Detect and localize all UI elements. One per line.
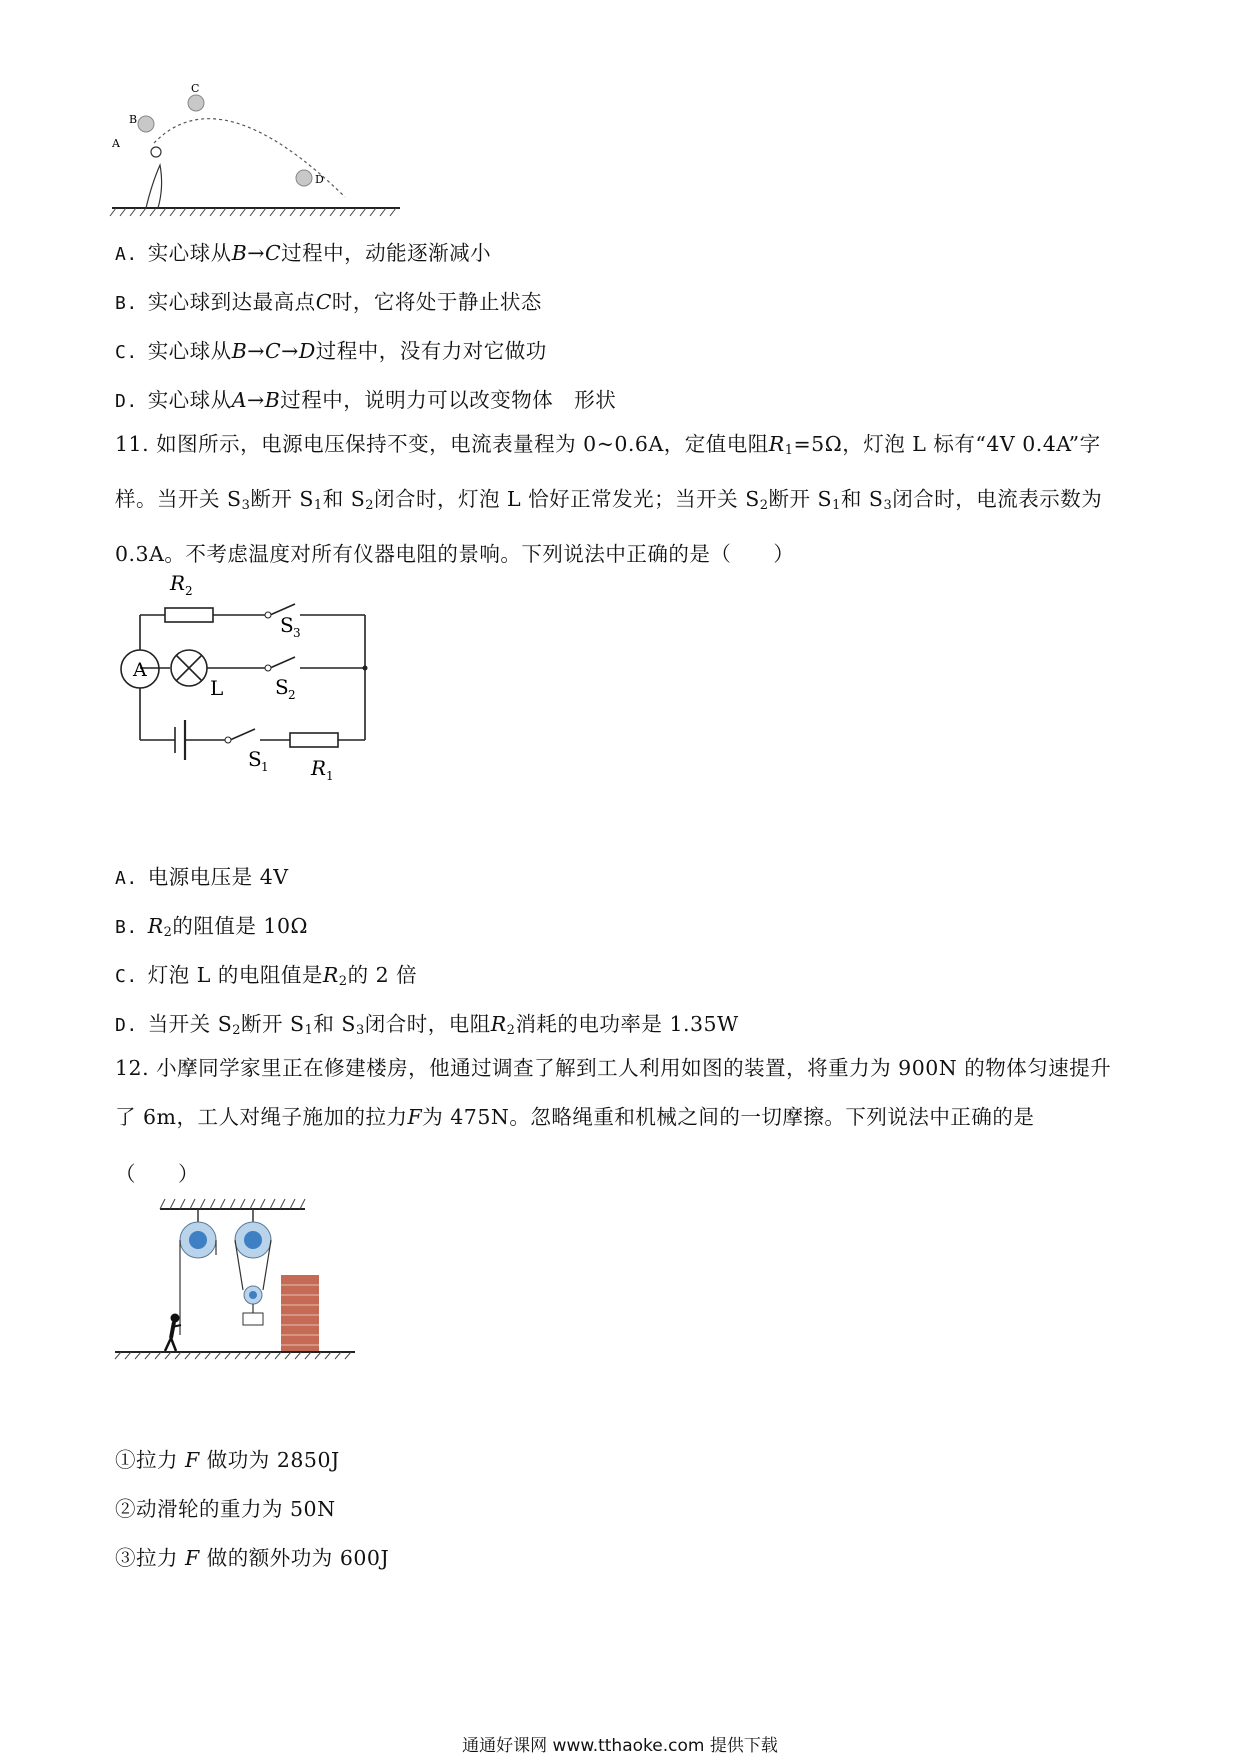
q12-statement-1: ①拉力 F 做功为 2850J (115, 1448, 340, 1472)
load-box (243, 1313, 263, 1325)
q10-option-a: A. 实心球从B→C过程中，动能逐渐减小 (115, 241, 492, 265)
q10-option-c: C. 实心球从B→C→D过程中，没有力对它做功 (115, 339, 547, 363)
s1-label: S (248, 747, 262, 771)
q12-stem: 12. 小摩同学家里正在修建楼房，他通过调查了解到工人利用如图的装置，将重力为 900N 的物体匀速提升了 6m，工人对绳子施加的拉力F为 475N。忽略绳重和机械之间的一切摩擦。下列说法中正确的是 (115, 1056, 1112, 1129)
q11-option-b: B. $R_2$的阻值是 10Ω (115, 914, 309, 940)
r2-sub: 2 (185, 584, 193, 598)
q12-statement-2: ②动滑轮的重力为 50N (115, 1497, 336, 1521)
resistor-r1 (290, 733, 338, 747)
page-footer: 通通好课网 www.tthaoke.com 提供下载 (462, 1736, 778, 1756)
worker-figure (165, 1314, 181, 1351)
s1-sub: 1 (261, 760, 269, 774)
resistor-r2 (165, 608, 213, 622)
ball-b (138, 116, 154, 132)
q11-stem: 11. 如图所示，电源电压保持不变，电流表量程为 0~0.6A，定值电阻$R_1=5\Omega$，灯泡 L 标有“4V 0.4A”字样。当开关 $S_3$断开 $S_1$和 $S_2$闭合时，灯泡 L 恰好正常发光；当开关 $S_2$断开 $S_1$和 $S_3$闭合时，电流表示数为 0.3A。不考虑温度对所有仪器电阻的景响。下列说法中正确的是（ ） (115, 432, 1103, 566)
s3-sub: 3 (293, 626, 301, 640)
ammeter-label: A (133, 659, 147, 681)
q10-option-b: B. 实心球到达最高点C时，它将处于静止状态 (115, 290, 542, 314)
q11-option-c: C. 灯泡 L 的电阻值是$R_2$的 2 倍 (115, 963, 418, 989)
s2-label: S (275, 675, 289, 699)
label-c: C (191, 82, 200, 95)
r2-label: R (170, 571, 186, 595)
q10-option-d: D. 实心球从A→B过程中，说明力可以改变物体 形状 (115, 388, 617, 412)
r1-label: R (311, 756, 327, 780)
projectile-figure (110, 82, 410, 210)
s2-sub: 2 (288, 688, 296, 702)
label-b: B (129, 113, 138, 126)
r1-sub: 1 (326, 769, 334, 783)
q12-statement-3: ③拉力 F 做的额外功为 600J (115, 1546, 390, 1570)
q11-option-a: A. 电源电压是 4V (115, 865, 289, 889)
q11-option-d: D. 当开关 $S_2$断开 $S_1$和 $S_3$闭合时，电阻$R_2$消耗的电功率是 1.35W (115, 1012, 739, 1038)
brick-wall (281, 1275, 319, 1351)
q12-paren: （ ） (115, 1162, 199, 1186)
label-d: D (315, 173, 324, 186)
s3-label: S (280, 613, 294, 637)
ball-c (188, 95, 204, 111)
circuit-diagram (115, 570, 375, 790)
ball-d (296, 170, 312, 186)
label-a: A (112, 137, 120, 150)
pulley-figure (115, 1195, 395, 1385)
lamp-label: L (210, 676, 224, 700)
